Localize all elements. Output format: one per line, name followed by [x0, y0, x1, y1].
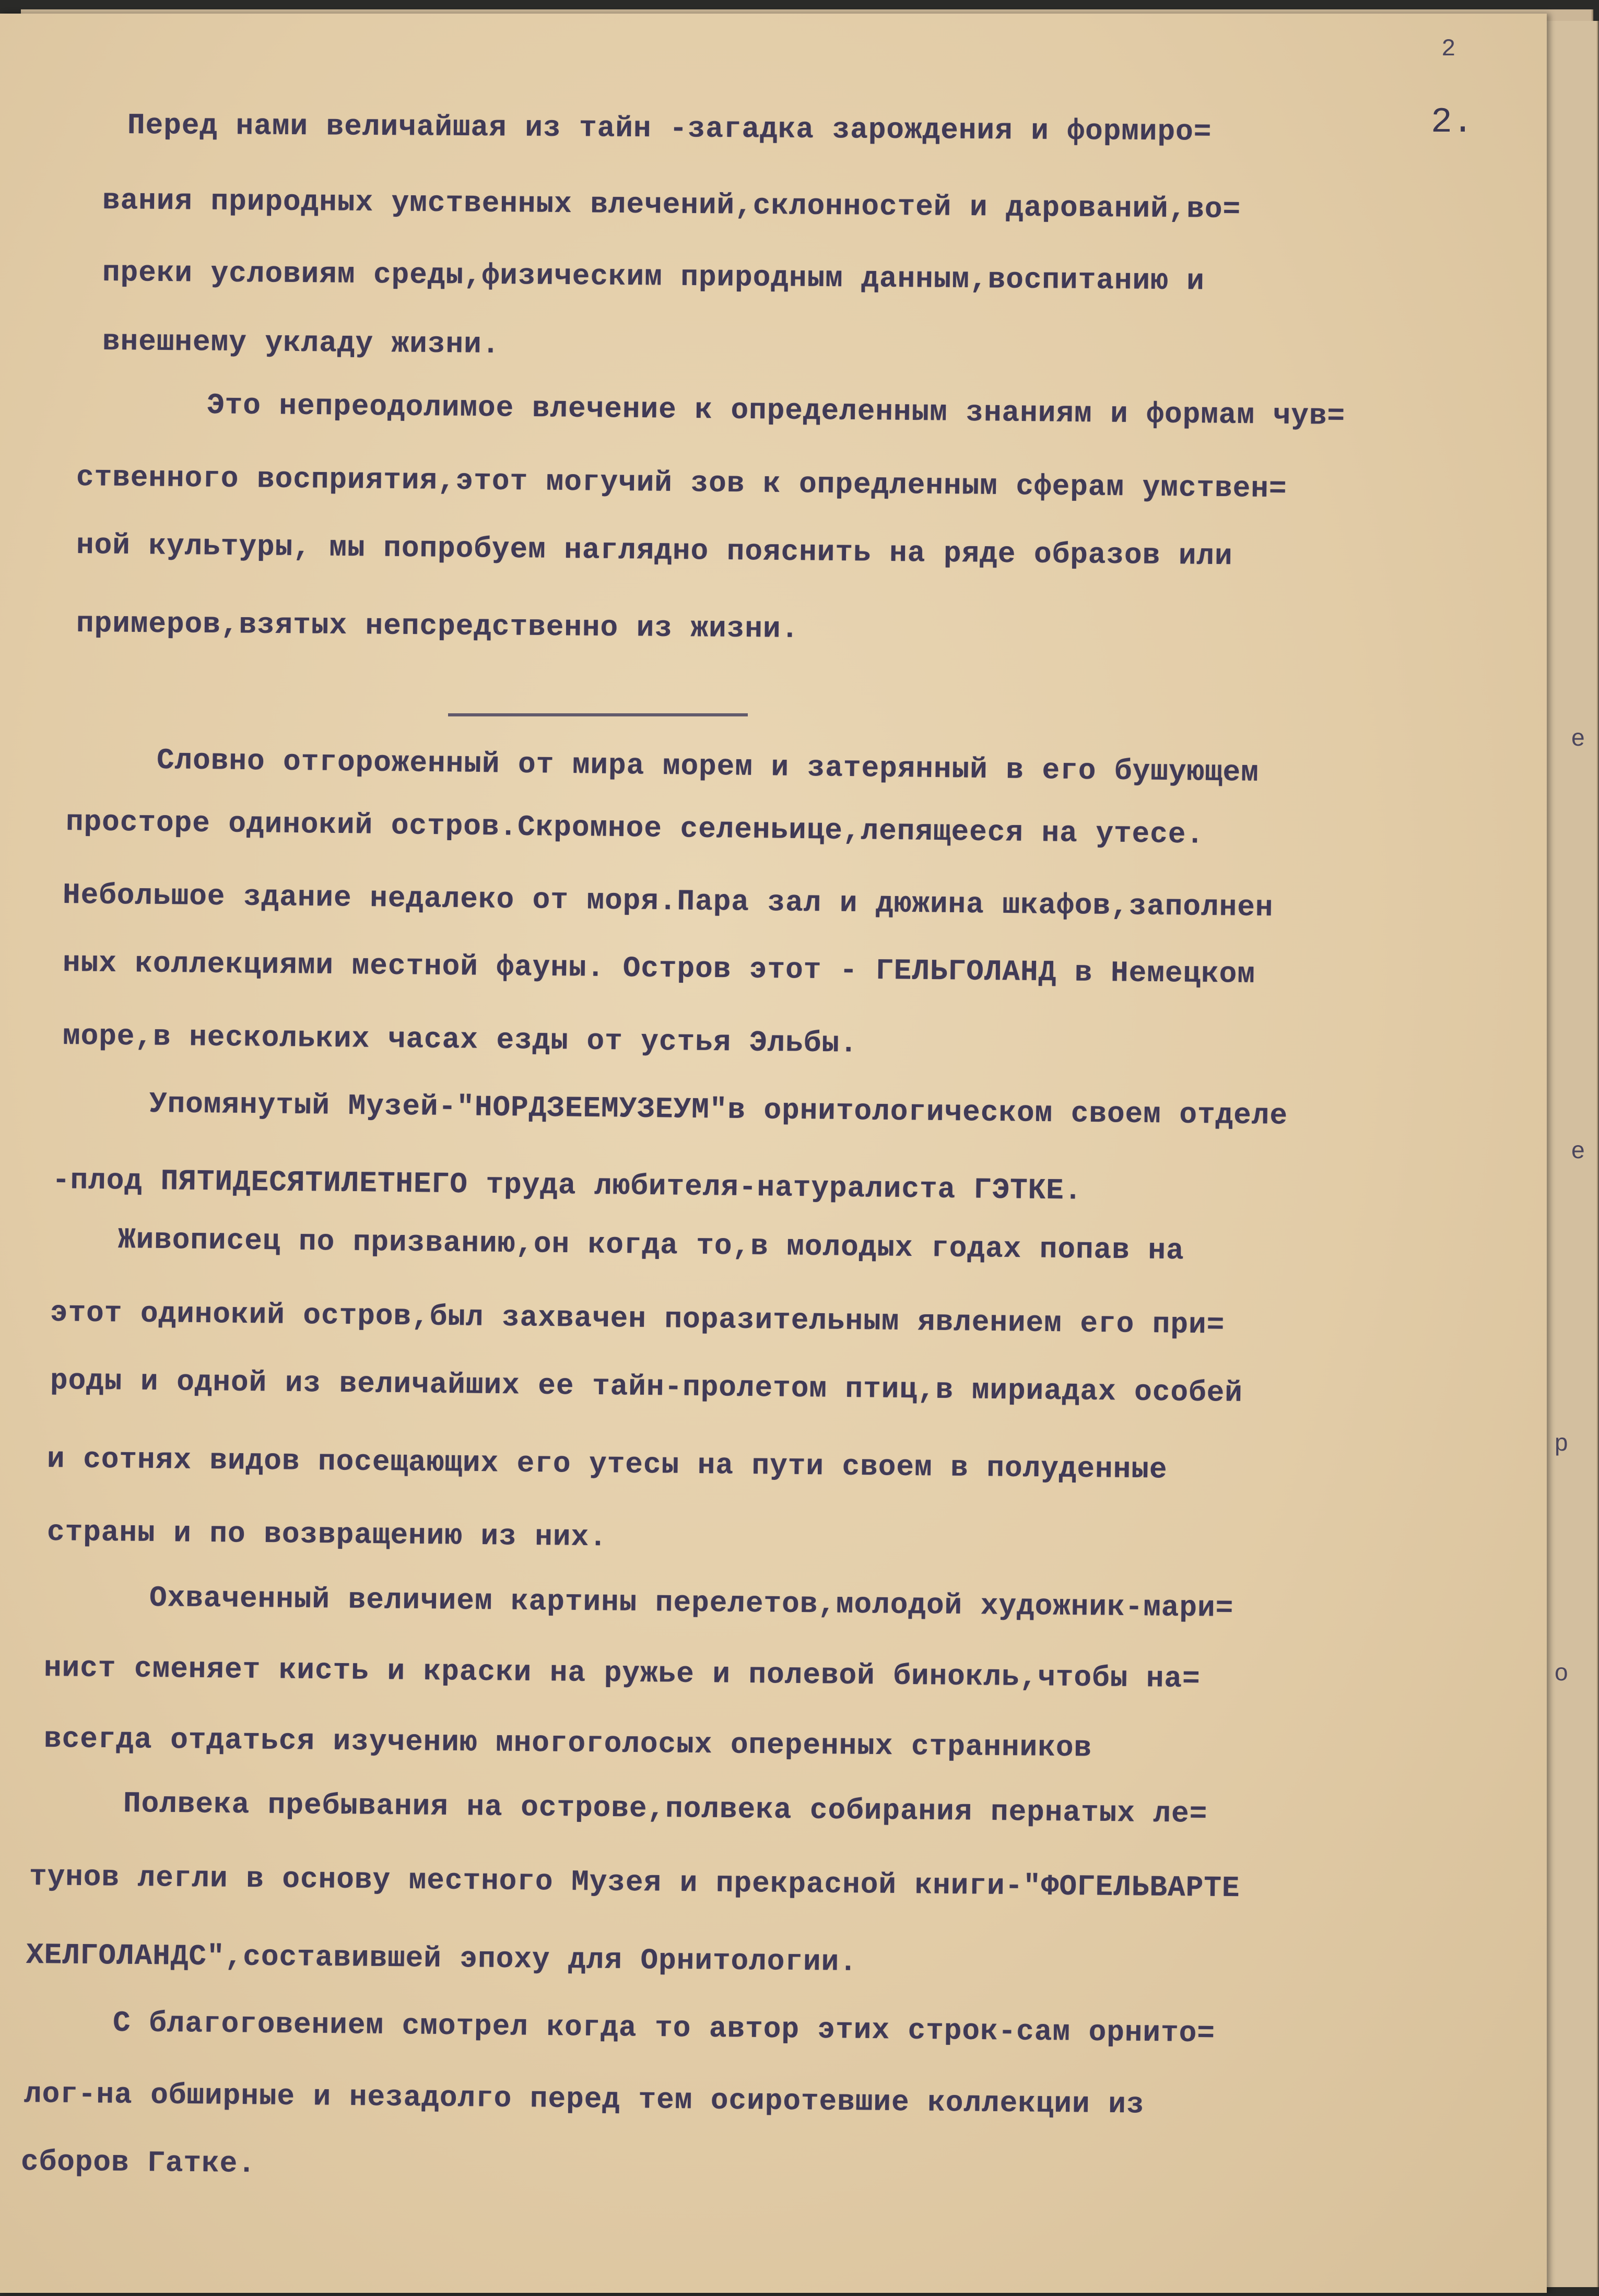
- text-line: сборов Гатке.: [20, 2145, 256, 2181]
- text-line: ной культуры, мы попробуем наглядно пояснить на ряде образов или: [76, 528, 1233, 573]
- text-line: С благоговением смотрел когда то автор этих строк-сам орнито=: [112, 2006, 1216, 2051]
- text-line: всегда отдаться изучению многоголосых оперенных странников: [43, 1722, 1092, 1765]
- text-line: нист сменяет кисть и краски на ружье и полевой бинокль,чтобы на=: [43, 1651, 1201, 1696]
- text-line: -плод ПЯТИДЕСЯТИЛЕТНЕГО труда любителя-натуралиста ГЭТКЕ.: [52, 1163, 1083, 1208]
- text-line: просторе одинокий остров.Скромное селеньице,лепящееся на утесе.: [65, 805, 1205, 852]
- text-line: и сотнях видов посещающих его утесы на пути своем в полуденные: [46, 1442, 1168, 1487]
- text-line: Словно отгороженный от мира морем и затерянный в его бушующем: [156, 744, 1260, 790]
- text-line: Перед нами величайшая из тайн -загадка зарождения и формиро=: [127, 109, 1212, 149]
- text-line: Небольшое здание недалеко от моря.Пара зал и дюжина шкафов,заполнен: [62, 878, 1274, 925]
- text-line: Охваченный величием картины перелетов,молодой художник-мари=: [149, 1581, 1234, 1625]
- text-line: лог-на обширные и незадолго перед тем осиротевшие коллекции из: [23, 2077, 1145, 2122]
- text-line: страны и по возвращению из них.: [46, 1515, 608, 1555]
- page-number: 2.: [1431, 102, 1474, 143]
- text-line: море,в нескольких часах езды от устья Эльбы.: [62, 1019, 858, 1061]
- text-line: примеров,взятых непсредственно из жизни.: [76, 607, 800, 646]
- underlying-sheet-mark: е: [1571, 1138, 1585, 1165]
- text-line: тунов легли в основу местного Музея и прекрасной книги-"ФОГЕЛЬВАРТЕ: [29, 1860, 1240, 1905]
- text-line: Живописец по призванию,он когда то,в молодых годах попав на: [117, 1223, 1184, 1268]
- underlying-sheet-mark: р: [1554, 1431, 1569, 1458]
- underlying-sheet-mark: 2: [1441, 36, 1456, 63]
- text-line: ных коллекциями местной фауны. Остров этот - ГЕЛЬГОЛАНД в Немецком: [62, 946, 1256, 991]
- text-line: Это непреодолимое влечение к определенным знаниям и формам чув=: [206, 388, 1346, 433]
- section-divider: [448, 713, 748, 716]
- text-line: вания природных умственных влечений,склонностей и дарований,во=: [102, 184, 1241, 227]
- underlying-sheet-mark: о: [1554, 1661, 1569, 1688]
- text-line: ственного восприятия,этот могучий зов к опредленным сферам умствен=: [76, 461, 1287, 506]
- text-line: Упомянутый Музей-"НОРДЗЕЕМУЗЕУМ"в орнитологическом своем отделе: [149, 1087, 1288, 1133]
- text-line: Полвека пребывания на острове,полвека собирания пернатых ле=: [123, 1787, 1208, 1831]
- typewritten-page: [0, 14, 1547, 2293]
- text-line: ХЕЛГОЛАНДС",составившей эпоху для Орнитологии.: [26, 1938, 858, 1979]
- text-line: преки условиям среды,физическим природным данным,воспитанию и: [102, 256, 1205, 298]
- text-line: этот одинокий остров,был захвачен поразительным явлением его при=: [50, 1296, 1225, 1342]
- text-line: роды и одной из величайших ее тайн-пролетом птиц,в мириадах особей: [50, 1364, 1243, 1410]
- underlying-sheet-mark: e: [1571, 726, 1585, 753]
- text-line: внешнему укладу жизни.: [102, 325, 500, 361]
